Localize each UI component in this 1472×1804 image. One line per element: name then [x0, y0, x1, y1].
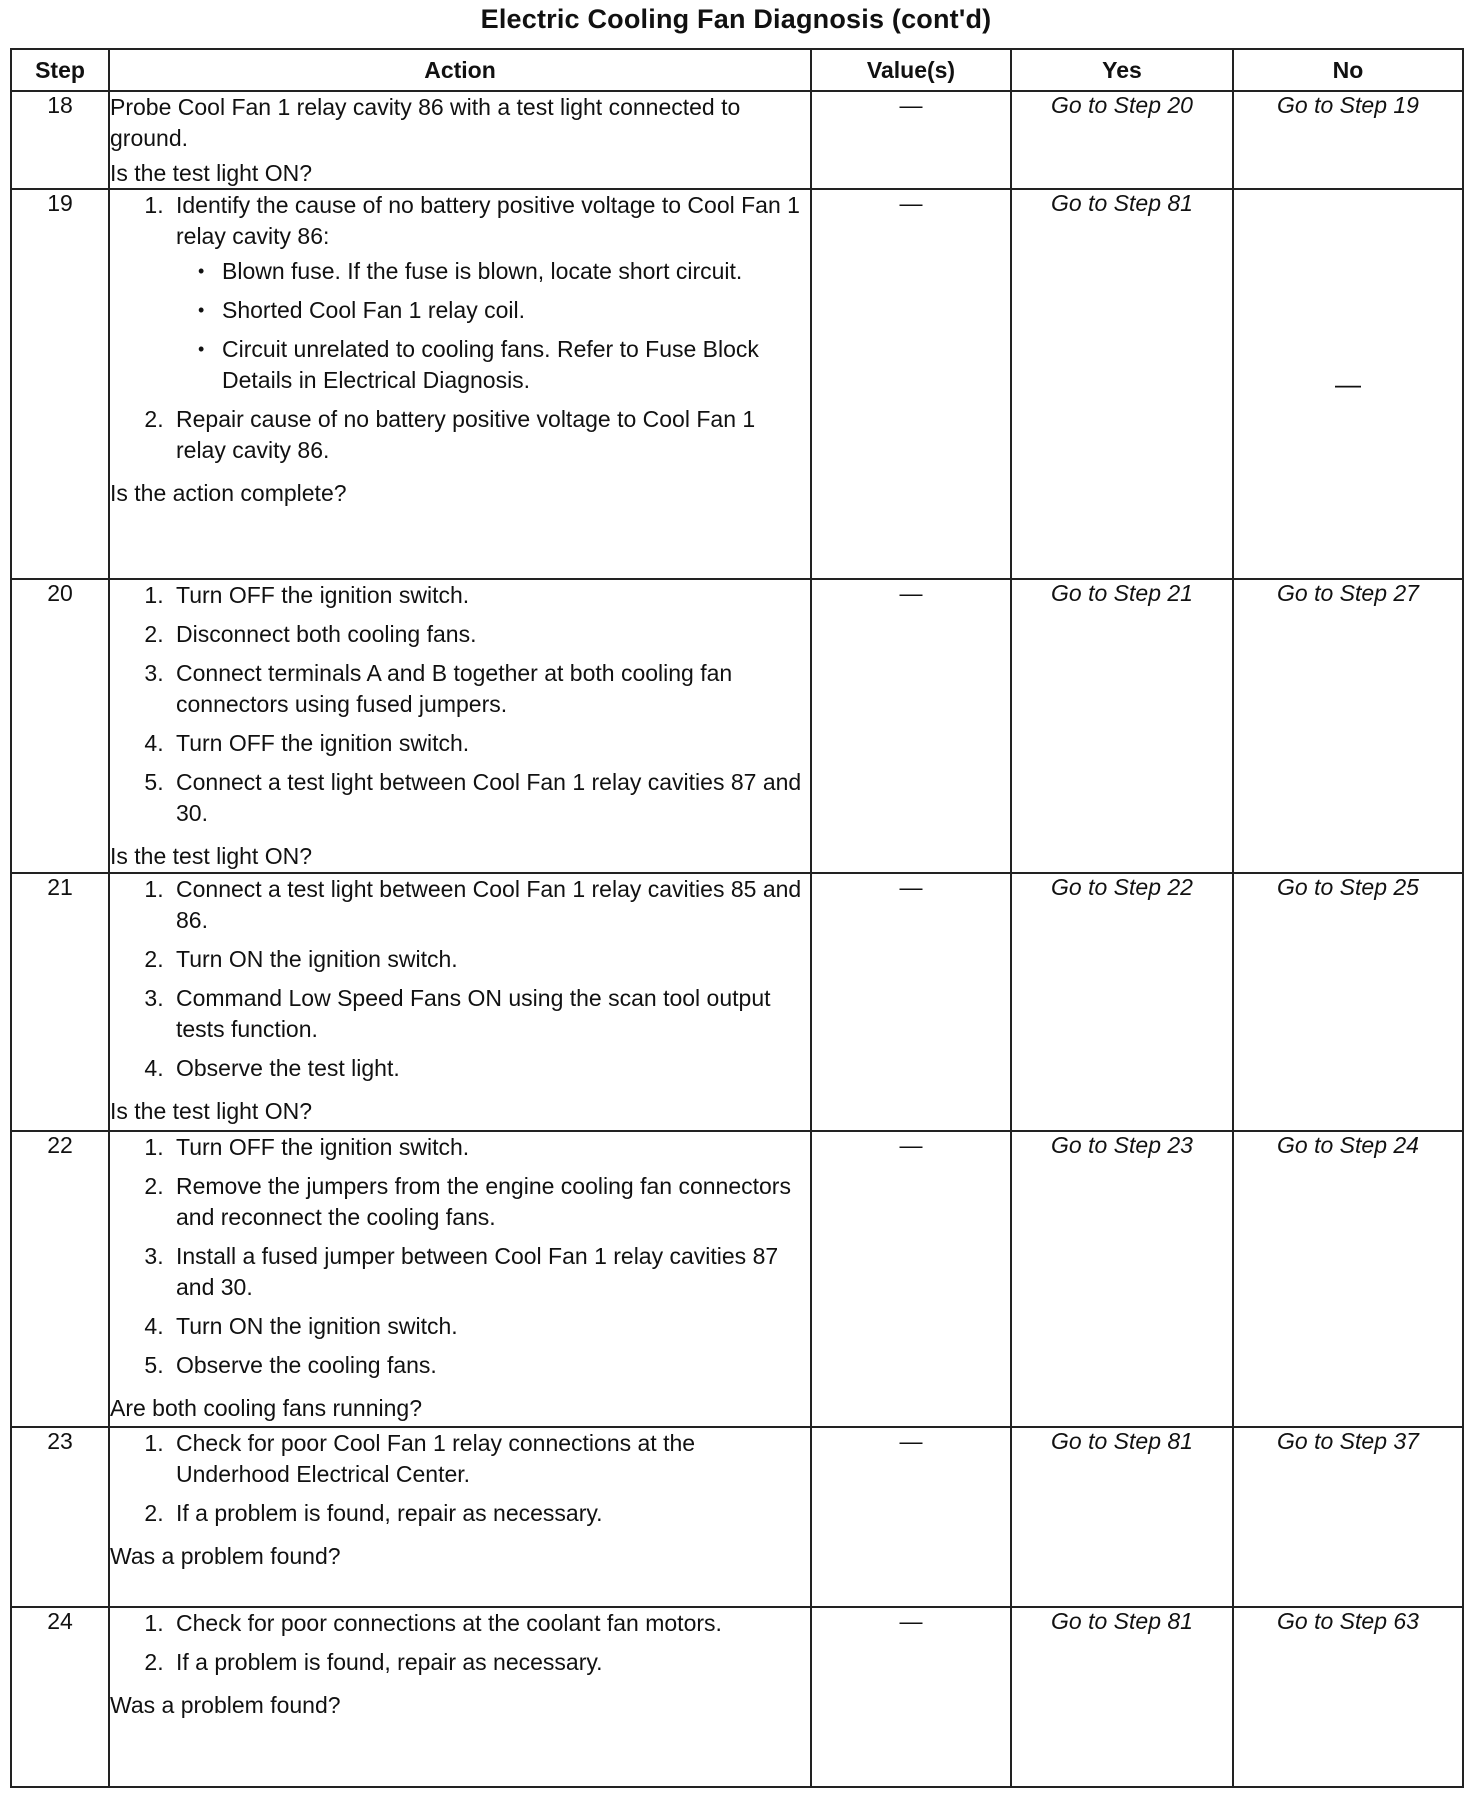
- action-step: 1. Check for poor Cool Fan 1 relay connections at the Underhood Electrical Center.: [170, 1428, 810, 1490]
- value-cell: —: [811, 1607, 1011, 1787]
- action-step: 4. Turn OFF the ignition switch.: [170, 728, 810, 759]
- action-question: Is the test light ON?: [110, 843, 312, 869]
- action-cell: [109, 873, 811, 1131]
- action-question: Was a problem found?: [110, 1692, 341, 1718]
- diagnosis-table: [10, 48, 1464, 1788]
- step-number: 24: [11, 1607, 109, 1787]
- value-cell: —: [811, 1427, 1011, 1607]
- action-steps-list: [110, 1428, 810, 1537]
- yes-cell: Go to Step 20: [1011, 91, 1233, 189]
- action-steps-list: [110, 1132, 810, 1389]
- action-question: Is the test light ON?: [110, 160, 312, 186]
- value-cell: —: [811, 873, 1011, 1131]
- action-step: 3. Install a fused jumper between Cool Fan 1 relay cavities 87 and 30.: [170, 1241, 810, 1303]
- header-step: Step: [11, 49, 109, 91]
- action-question: Are both cooling fans running?: [110, 1395, 422, 1421]
- table-row-step-19: [11, 189, 1463, 579]
- action-step: 2. If a problem is found, repair as necessary.: [170, 1498, 810, 1529]
- table-row-step-24: [11, 1607, 1463, 1787]
- table-row-step-21: [11, 873, 1463, 1131]
- action-step: 3. Connect terminals A and B together at both cooling fan connectors using fused jumpers.: [170, 658, 810, 720]
- yes-cell: Go to Step 22: [1011, 873, 1233, 1131]
- header-yes: Yes: [1011, 49, 1233, 91]
- header-values: Value(s): [811, 49, 1011, 91]
- value-cell: —: [811, 579, 1011, 873]
- action-cell: [109, 579, 811, 873]
- action-step: 2. Disconnect both cooling fans.: [170, 619, 810, 650]
- value-cell: —: [811, 1131, 1011, 1427]
- cause-bullet: • Circuit unrelated to cooling fans. Refer to Fuse Block Details in Electrical Diagnosis.: [198, 334, 810, 396]
- no-cell: Go to Step 63: [1233, 1607, 1463, 1787]
- step-number: 23: [11, 1427, 109, 1607]
- action-steps-list: [110, 190, 810, 466]
- no-cell: Go to Step 25: [1233, 873, 1463, 1131]
- action-step: 4. Observe the test light.: [170, 1053, 810, 1084]
- step-number: 20: [11, 579, 109, 873]
- yes-cell: Go to Step 23: [1011, 1131, 1233, 1427]
- table-header-row: [11, 49, 1463, 91]
- table-row-step-23: [11, 1427, 1463, 1607]
- step-number: 22: [11, 1131, 109, 1427]
- action-step: 2. Repair cause of no battery positive voltage to Cool Fan 1 relay cavity 86.: [170, 404, 810, 466]
- action-step: 2. If a problem is found, repair as necessary.: [170, 1647, 810, 1678]
- yes-cell: Go to Step 81: [1011, 189, 1233, 579]
- action-step: 1. Connect a test light between Cool Fan 1 relay cavities 85 and 86.: [170, 874, 810, 936]
- no-cell: Go to Step 37: [1233, 1427, 1463, 1607]
- action-cell: [109, 91, 811, 189]
- table-row-step-20: [11, 579, 1463, 873]
- yes-cell: Go to Step 81: [1011, 1427, 1233, 1607]
- action-step: 2. Turn ON the ignition switch.: [170, 944, 810, 975]
- yes-cell: Go to Step 21: [1011, 579, 1233, 873]
- action-step: 3. Command Low Speed Fans ON using the scan tool output tests function.: [170, 983, 810, 1045]
- action-cell: [109, 1131, 811, 1427]
- action-step: 2. Remove the jumpers from the engine cooling fan connectors and reconnect the cooling fans.: [170, 1171, 810, 1233]
- action-step: 1. Identify the cause of no battery positive voltage to Cool Fan 1 relay cavity 86: • Blown fuse. If the fuse is blown, locate short circuit. • Shorted Cool Fan 1 relay coil. • Circuit unrelated to cooling fans. Refer to Fuse Block Details in Electrical Diagnosis.: [170, 190, 810, 396]
- table-row-step-18: [11, 91, 1463, 189]
- action-steps-list: [110, 1608, 810, 1686]
- action-question: Was a problem found?: [110, 1543, 341, 1569]
- value-cell: —: [811, 189, 1011, 579]
- action-steps-list: [110, 580, 810, 837]
- action-question: Is the test light ON?: [110, 1098, 312, 1124]
- yes-cell: Go to Step 81: [1011, 1607, 1233, 1787]
- cause-bullet-list: [176, 256, 810, 396]
- action-step: 5. Connect a test light between Cool Fan 1 relay cavities 87 and 30.: [170, 767, 810, 829]
- no-cell: Go to Step 27: [1233, 579, 1463, 873]
- action-cell: [109, 189, 811, 579]
- step-number: 21: [11, 873, 109, 1131]
- value-cell: —: [811, 91, 1011, 189]
- action-text: Probe Cool Fan 1 relay cavity 86 with a test light connected to ground.: [110, 94, 741, 151]
- page-title: Electric Cooling Fan Diagnosis (cont'd): [480, 4, 992, 34]
- action-step: 5. Observe the cooling fans.: [170, 1350, 810, 1381]
- action-step: 4. Turn ON the ignition switch.: [170, 1311, 810, 1342]
- action-cell: [109, 1427, 811, 1607]
- action-steps-list: [110, 874, 810, 1092]
- action-step: 1. Check for poor connections at the coolant fan motors.: [170, 1608, 810, 1639]
- step-number: 19: [11, 189, 109, 579]
- header-action: Action: [109, 49, 811, 91]
- table-row-step-22: [11, 1131, 1463, 1427]
- step-number: 18: [11, 91, 109, 189]
- header-no: No: [1233, 49, 1463, 91]
- no-cell: Go to Step 24: [1233, 1131, 1463, 1427]
- action-cell: [109, 1607, 811, 1787]
- action-step: 1. Turn OFF the ignition switch.: [170, 580, 810, 611]
- no-cell: Go to Step 19: [1233, 91, 1463, 189]
- action-step: 1. Turn OFF the ignition switch.: [170, 1132, 810, 1163]
- cause-bullet: • Blown fuse. If the fuse is blown, locate short circuit.: [198, 256, 810, 287]
- cause-bullet: • Shorted Cool Fan 1 relay coil.: [198, 295, 810, 326]
- no-cell: —: [1233, 189, 1463, 579]
- action-question: Is the action complete?: [110, 480, 347, 506]
